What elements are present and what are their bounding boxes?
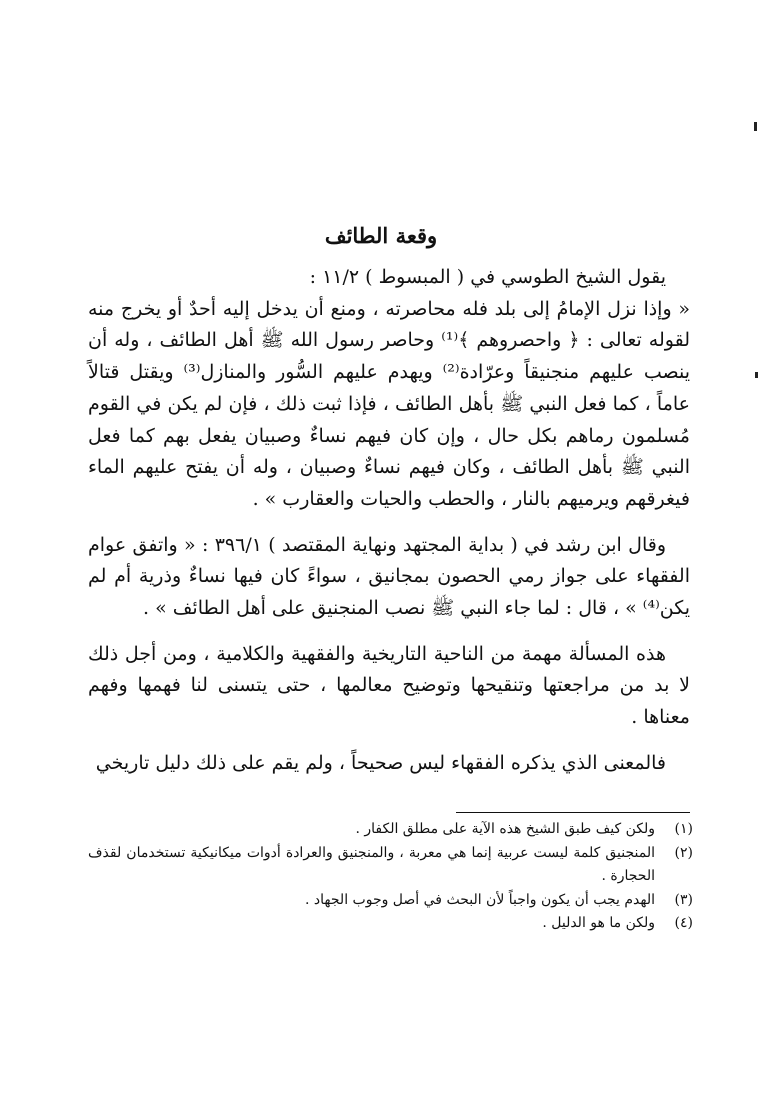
paragraph-ibn-rushd: وقال ابن رشد في ( بداية المجتهد ونهاية المقتصد ) ٣٩٦/١ : « واتفق عوام الفقهاء على جواز رمي الحصون بمجانيق ، سواءً كان فيها نساءٌ وذرية أم لم يكن⁽⁴⁾ » ، قال : لما جاء النبي ﷺ نصب المنجنيق على أهل الطائف » . <box>88 533 690 620</box>
footnote-text: الهدم يجب أن يكون واجباً لأن البحث في أصل وجوب الجهاد . <box>305 891 655 908</box>
paragraph-intro: يقول الشيخ الطوسي في ( المبسوط ) ١١/٢ : <box>309 266 666 288</box>
footnote-2 <box>88 842 693 889</box>
footnote-text: المنجنيق كلمة ليست عربية إنما هي معربة ، والمنجنيق والعرادة أدوات ميكانيكية تستخدمان لقذف الحجارة . <box>88 844 655 884</box>
footnote-number: (٢) <box>674 844 693 861</box>
section-title: وقعة الطائف <box>324 223 438 248</box>
paragraph-tusi-quote: « وإذا نزل الإمامُ إلى بلد فله محاصرته ، ومنع أن يدخل إليه أحدٌ أو يخرج منه لقوله تعالى : ﴿ واحصروهم ﴾⁽¹⁾ وحاصر رسول الله ﷺ أهل الطائف ، وله أن ينصب عليهم منجنيقاً وعرّادة⁽²⁾ ويهدم عليهم السُّور والمنازل⁽³⁾ ويقتل قتالاً عاماً ، كما فعل النبي ﷺ بأهل الطائف ، فإذا ثبت ذلك ، فإن لم يكن في القوم مُسلمون رماهم بكل حال ، وإن كان فيهم نساءٌ وصبيان يفعل بهم كما فعل النبي ﷺ بأهل الطائف ، وكان فيهم نساءٌ وصبيان ، وله أن يفتح عليهم الماء فيغرقهم ويرميهم بالنار ، والحطب والحيات والعقارب » . <box>88 297 690 510</box>
footnote-separator <box>456 812 690 813</box>
footnote-4 <box>88 912 693 936</box>
footnote-number: (٤) <box>674 915 693 931</box>
footnote-text: ولكن ما هو الدليل . <box>542 915 655 931</box>
footnote-3 <box>88 889 693 913</box>
margin-mark <box>755 372 758 378</box>
footnote-number: (١) <box>674 821 693 837</box>
footnotes <box>88 818 693 936</box>
footnote-number: (٣) <box>674 891 693 908</box>
footnote-text: ولكن كيف طبق الشيخ هذه الآية على مطلق الكفار . <box>355 821 655 837</box>
paragraph-conclusion: فالمعنى الذي يذكره الفقهاء ليس صحيحاً ، ولم يقم على ذلك دليل تاريخي <box>95 751 666 774</box>
paragraph-analysis: هذه المسألة مهمة من الناحية التاريخية والفقهية والكلامية ، ومن أجل ذلك لا بد من مراجعتها وتنقيحها وتوضيح معالمها ، حتى يتسنى لنا فهمها وفهم معناها . <box>88 642 690 729</box>
main-text <box>88 262 690 780</box>
margin-mark <box>754 122 757 131</box>
footnote-1 <box>88 818 693 842</box>
